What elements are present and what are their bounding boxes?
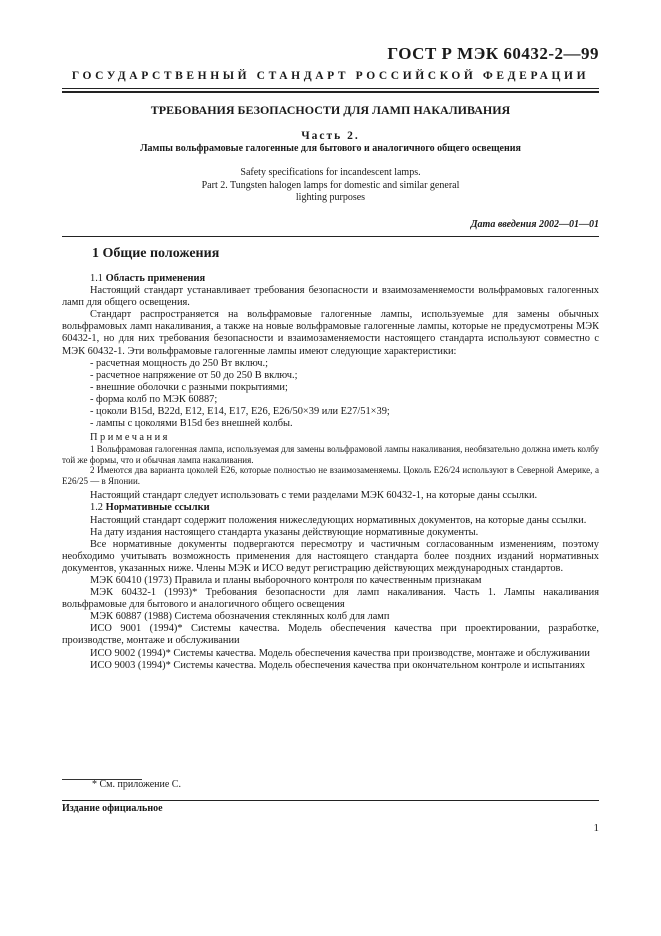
paragraph: Все нормативные документы подвергаются пересмотру и частичным согласованным изменениям, поэтому необходимо учитывать возможность применения для настоящего стандарта более поздних изданий нормативных документов, указанных ниже. Члены МЭК и ИСО ведут регистрацию действующих международных стандартов.	[62, 538, 599, 574]
english-title-line: lighting purposes	[295, 192, 366, 203]
english-title-line: Part 2. Tungsten halogen lamps for domestic and similar general	[201, 179, 460, 191]
notes-heading: Примечания	[90, 432, 170, 444]
subsection-title: Нормативные ссылки	[105, 502, 210, 514]
reference-item: МЭК 60887 (1988) Система обозначения стеклянных колб для ламп	[90, 611, 390, 623]
paragraph: Настоящий стандарт следует использовать с теми разделами МЭК 60432-1, на которые даны ссылки.	[90, 490, 538, 502]
list-item: - расчетное напряжение от 50 до 250 В включ.;	[90, 369, 298, 381]
reference-item: МЭК 60410 (1973) Правила и планы выборочного контроля по качественным признакам	[90, 574, 482, 586]
body-text	[62, 273, 599, 672]
header-rule-thick	[62, 91, 599, 93]
list-item: - цоколи B15d, B22d, E12, E14, E17, E26, E26/50×39 или E27/51×39;	[90, 406, 390, 418]
paragraph: Настоящий стандарт содержит положения нижеследующих нормативных документов, на которые даны ссылки.	[90, 514, 587, 526]
footnote: * См. приложение С.	[92, 779, 181, 790]
footer-rule	[62, 800, 599, 801]
reference-item: ИСО 9003 (1994)* Системы качества. Модель обеспечения качества при окончательном контроле и испытаниях	[90, 659, 586, 671]
list-item: - расчетная мощность до 250 Вт включ.;	[90, 357, 269, 369]
section-heading: 1 Общие положения	[92, 246, 220, 261]
date-rule	[62, 236, 599, 237]
subsection-number: 1.1	[90, 273, 103, 284]
edition-label: Издание официальное	[62, 803, 163, 814]
note: 1 Вольфрамовая галогенная лампа, используемая для замены вольфрамовой лампы накаливания, необязательно должна иметь колбу той же формы, что и обычная лампа накаливания.	[62, 444, 599, 465]
document-title: ТРЕБОВАНИЯ БЕЗОПАСНОСТИ ДЛЯ ЛАМП НАКАЛИВАНИЯ	[150, 103, 511, 117]
paragraph: Настоящий стандарт устанавливает требования безопасности и взаимозаменяемости вольфрамовых галогенных ламп для общего освещения.	[62, 285, 599, 309]
paragraph: На дату издания настоящего стандарта указаны действующие нормативные документы.	[90, 526, 479, 538]
list-item: - форма колб по МЭК 60887;	[90, 393, 218, 405]
standard-code: ГОСТ Р МЭК 60432-2—99	[387, 44, 599, 63]
reference-item: ИСО 9001 (1994)* Системы качества. Модель обеспечения качества при проектировании, разработке, производстве, монтаже и обслуживании	[62, 623, 599, 647]
subsection-number: 1.2	[90, 502, 103, 514]
english-title	[150, 167, 511, 205]
page-number: 1	[593, 822, 599, 834]
subsection-title: Область применения	[105, 273, 206, 284]
paragraph: Стандарт распространяется на вольфрамовые галогенные лампы, используемые для замены обычных вольфрамовых ламп накаливания, а также на новые вольфрамовые галогенные лампы, которые не предусмотрены МЭК 60432-1, но для них требования безопасности и взаимозаменяемости настоящего стандарта используют совместно с МЭК 60432-1. Эти вольфрамовые галогенные лампы имеют следующие характеристики:	[62, 309, 599, 357]
part-title: Лампы вольфрамовые галогенные для бытового и аналогичного общего освещения	[140, 143, 521, 154]
english-title-line: Safety specifications for incandescent lamps.	[240, 167, 421, 178]
subsection-heading	[62, 502, 599, 514]
list-item: - лампы с цоколями B15d без внешней колбы.	[90, 418, 293, 430]
header-rule	[62, 88, 599, 89]
list-item: - внешние оболочки с разными покрытиями;	[90, 381, 288, 393]
note: 2 Имеются два варианта цоколей E26, которые полностью не взаимозаменяемы. Цоколь E26/24 используют в Северной Америке, а E26/25 — в Японии.	[62, 465, 599, 486]
reference-item: МЭК 60432-1 (1993)* Требования безопасности для ламп накаливания. Часть 1. Лампы накаливания вольфрамовые для бытового и аналогичного общего освещения	[62, 587, 599, 611]
introduction-date: Дата введения 2002—01—01	[470, 219, 599, 230]
reference-item: ИСО 9002 (1994)* Системы качества. Модель обеспечения качества при производстве, монтаже и обслуживании	[90, 647, 590, 659]
government-title: ГОСУДАРСТВЕННЫЙ СТАНДАРТ РОССИЙСКОЙ ФЕДЕРАЦИИ	[71, 70, 590, 82]
subsection-heading	[62, 273, 599, 285]
part-number: Часть 2.	[301, 130, 360, 142]
